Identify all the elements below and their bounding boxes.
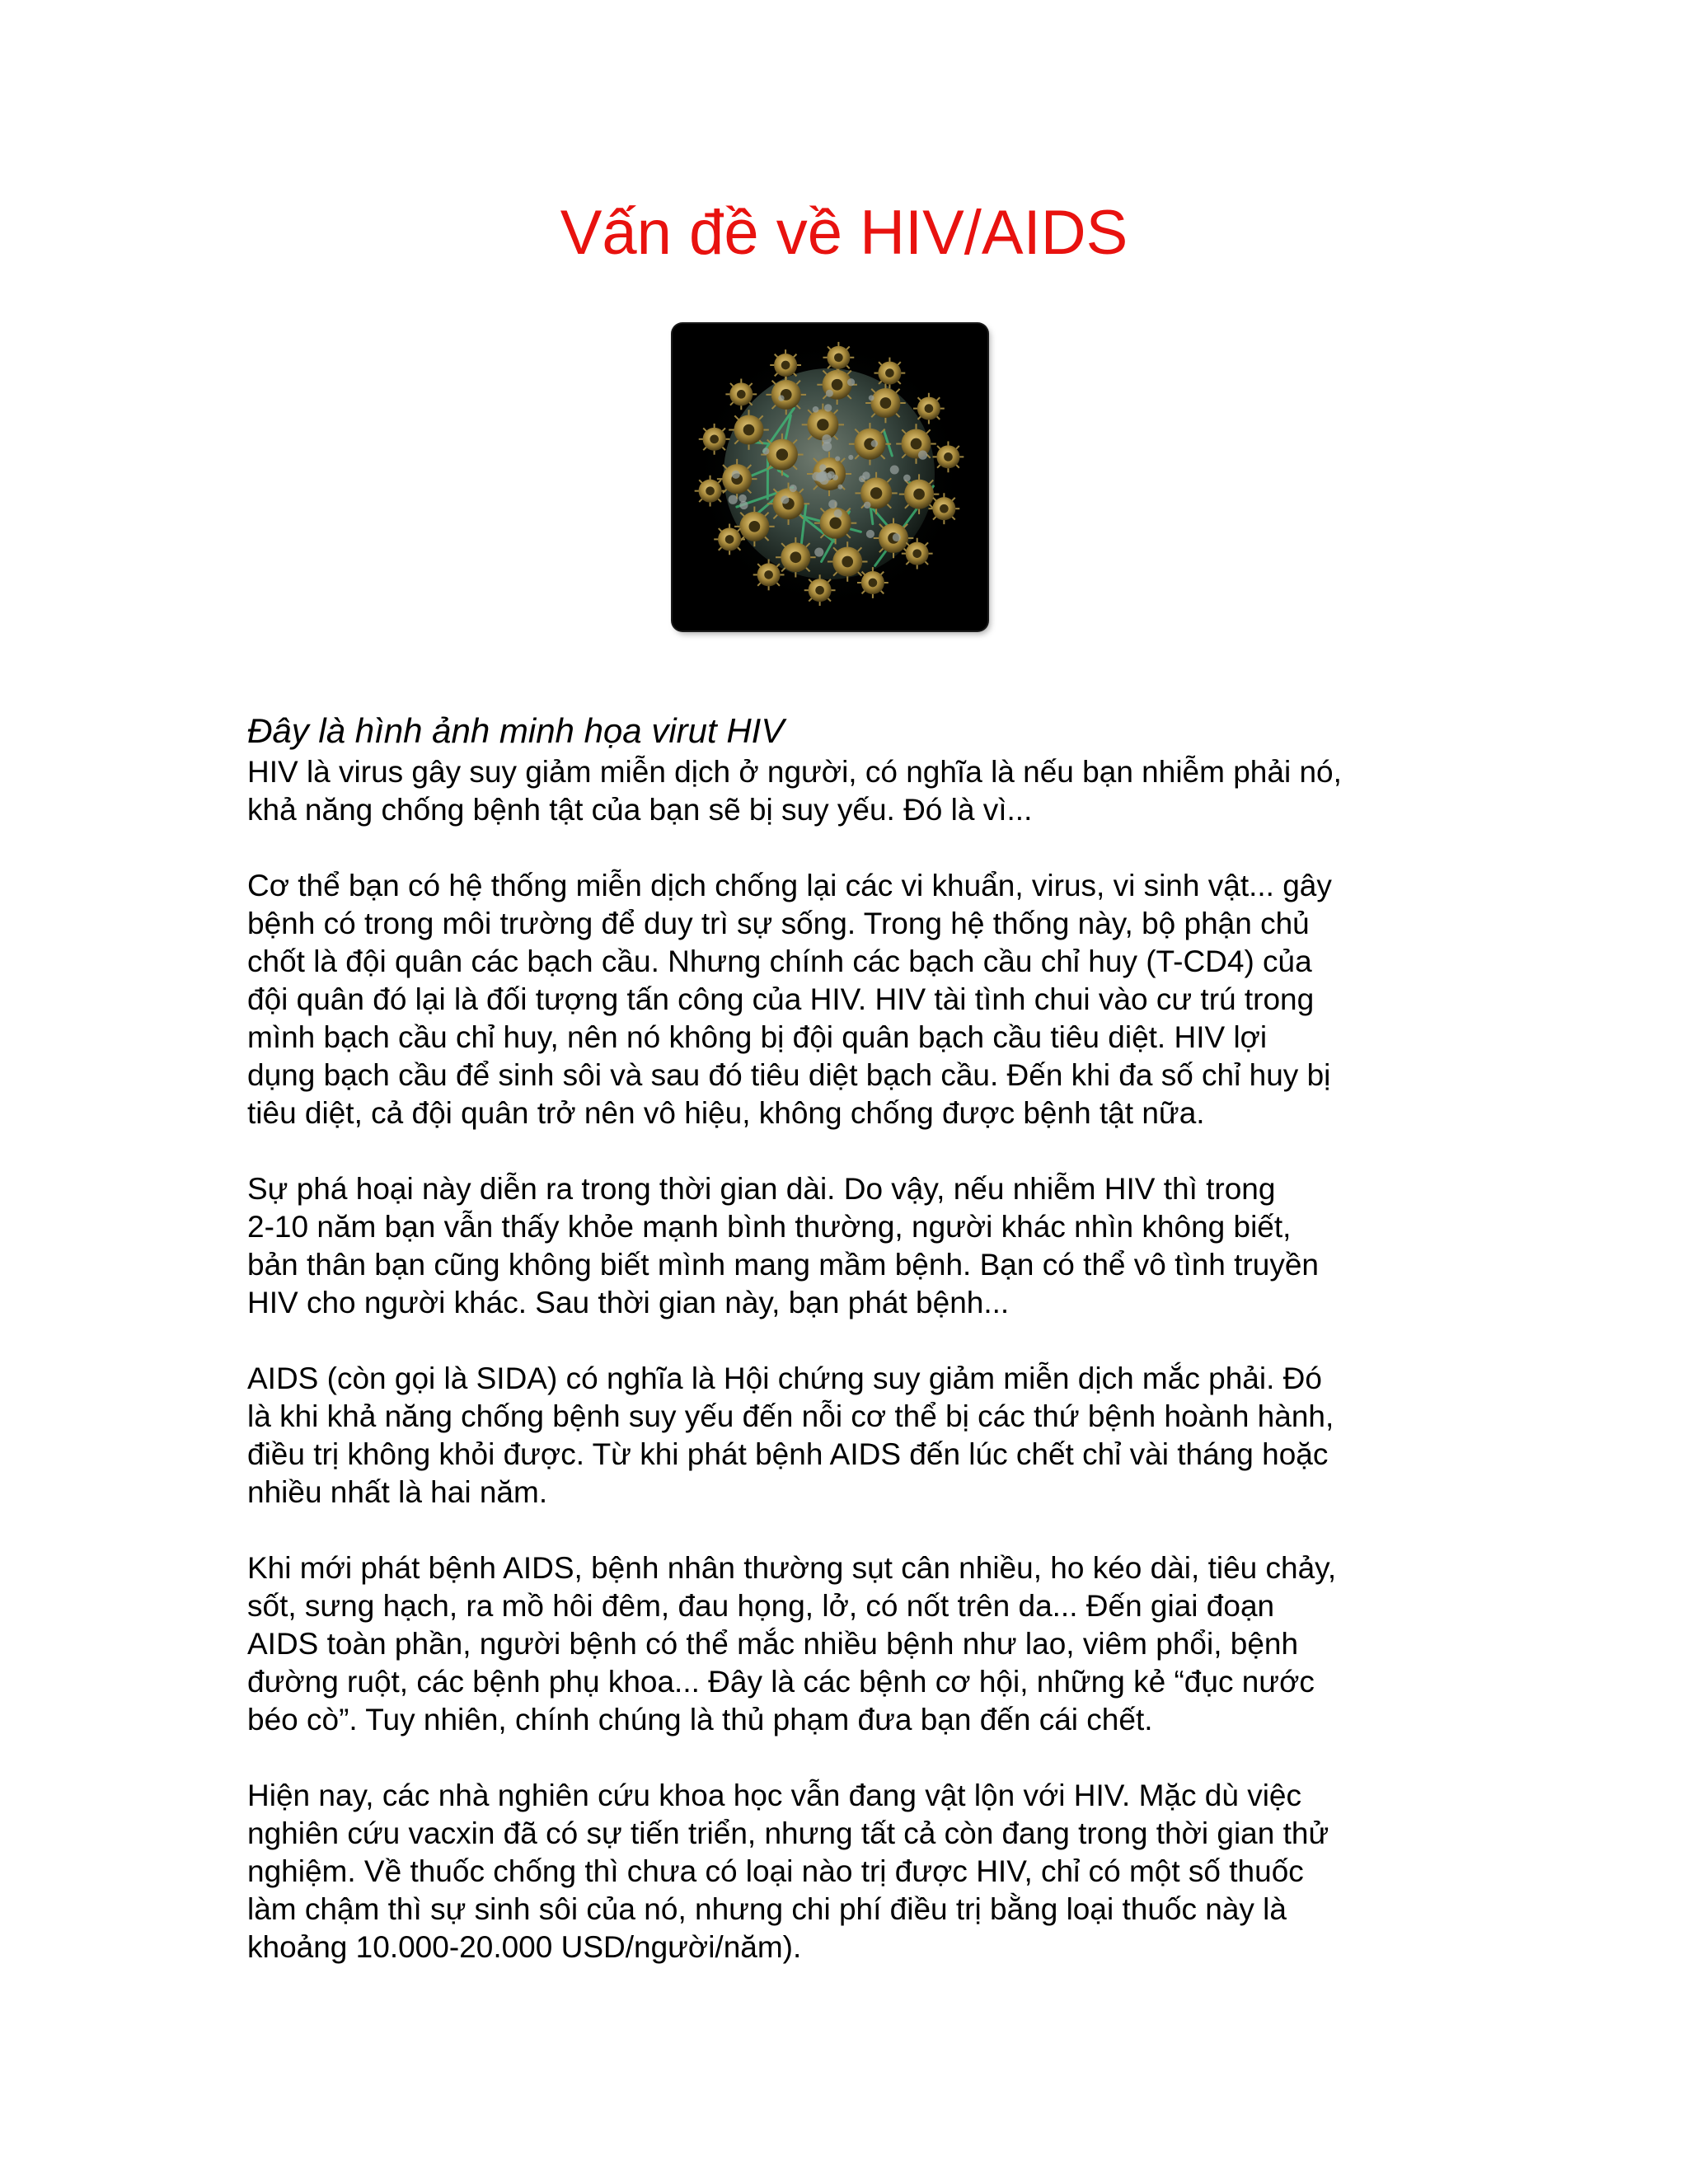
virus-spike	[913, 393, 945, 424]
virus-spike	[857, 567, 889, 598]
paragraph-line: AIDS toàn phần, người bệnh có thể mắc nhiều bệnh như lao, viêm phổi, bệnh	[247, 1627, 1299, 1661]
paragraph-line: nghiên cứu vacxin đã có sự tiến triển, nhưng tất cả còn đang trong thời gian thử	[247, 1816, 1329, 1850]
paragraph-line: là khi khả năng chống bệnh suy yếu đến nỗi cơ thể bị các thứ bệnh hoành hành,	[247, 1399, 1334, 1433]
paragraph-line: chốt là đội quân các bạch cầu. Nhưng chính các bạch cầu chỉ huy (T-CD4) của	[247, 944, 1312, 978]
virus-spike	[717, 459, 757, 499]
virus-spike	[814, 502, 856, 544]
paragraph-line: sốt, sưng hạch, ra mồ hôi đêm, đau họng, lở, có nốt trên da... Đến giai đoạn	[247, 1589, 1275, 1623]
virus-spike	[823, 342, 854, 373]
paragraph-line: bệnh có trong môi trường để duy trì sự sống. Trong hệ thống này, bộ phận chủ	[247, 907, 1310, 940]
paragraph-line: HIV là virus gây suy giảm miễn dịch ở người, có nghĩa là nếu bạn nhiễm phải nó,	[247, 755, 1342, 789]
paragraph-line: dụng bạch cầu để sinh sôi và sau đó tiêu diệt bạch cầu. Đến khi đa số chỉ huy bị	[247, 1058, 1331, 1092]
virus-spike	[767, 483, 809, 525]
paragraph-line: Cơ thể bạn có hệ thống miễn dịch chống lại các vi khuẩn, virus, vi sinh vật... gây	[247, 869, 1332, 902]
virus-spike	[729, 410, 769, 450]
paragraph	[247, 867, 1451, 1132]
paragraph	[247, 1777, 1451, 1966]
paragraph-line: bản thân bạn cũng không biết mình mang mầm bệnh. Bạn có thể vô tình truyền	[247, 1248, 1319, 1282]
paragraph-line: Sự phá hoại này diễn ra trong thời gian dài. Do vậy, nếu nhiễm HIV thì trong	[247, 1172, 1276, 1206]
paragraph-line: làm chậm thì sự sinh sôi của nó, nhưng chi phí điều trị bằng loại thuốc này là	[247, 1892, 1287, 1926]
virus-spike	[804, 574, 836, 606]
virus-spike	[761, 434, 803, 476]
paragraph-line: khoảng 10.000-20.000 USD/người/năm).	[247, 1930, 802, 1964]
virus-spike	[753, 560, 785, 591]
paragraph-line: đường ruột, các bệnh phụ khoa... Đây là các bệnh cơ hội, những kẻ “đục nước	[247, 1665, 1315, 1699]
paragraph	[247, 1170, 1451, 1322]
virus-spike	[714, 524, 745, 555]
paragraph	[247, 753, 1451, 829]
virus-spike	[725, 378, 757, 410]
virus-spike	[928, 493, 959, 524]
virus-spike	[896, 424, 936, 464]
paragraph-line: đội quân đó lại là đối tượng tấn công của HIV. HIV tài tình chui vào cư trú trong	[247, 982, 1315, 1016]
virus-spike	[776, 537, 816, 578]
virus-spike	[695, 476, 726, 507]
paragraph-line: Khi mới phát bệnh AIDS, bệnh nhân thường sụt cân nhiều, ho kéo dài, tiêu chảy,	[247, 1551, 1337, 1585]
page-title: Vấn đề về HIV/AIDS	[560, 198, 1128, 268]
virus-spike	[699, 424, 730, 455]
virus-spike	[865, 383, 906, 424]
paragraph-line: AIDS (còn gọi là SIDA) có nghĩa là Hội chứng suy giảm miễn dịch mắc phải. Đó	[247, 1361, 1322, 1395]
paragraph-line: HIV cho người khác. Sau thời gian này, bạn phát bệnh...	[247, 1286, 1010, 1319]
paragraph-line: 2-10 năm bạn vẫn thấy khỏe mạnh bình thường, người khác nhìn không biết,	[247, 1210, 1292, 1244]
virus-spike	[933, 441, 964, 472]
paragraph-line: khả năng chống bệnh tật của bạn sẽ bị suy yếu. Đó là vì...	[247, 793, 1033, 827]
paragraph-line: nghiệm. Về thuốc chống thì chưa có loại nào trị được HIV, chỉ có một số thuốc	[247, 1854, 1304, 1888]
hiv-virus-illustration	[673, 324, 987, 630]
paragraph-line: nhiều nhất là hai năm.	[247, 1475, 548, 1509]
article-body	[247, 753, 1451, 2004]
virus-spike	[902, 538, 933, 569]
paragraph-line: tiêu diệt, cả đội quân trở nên vô hiệu, không chống được bệnh tật nữa.	[247, 1096, 1205, 1130]
virus-spike	[770, 349, 801, 381]
paragraph	[247, 1549, 1451, 1739]
hiv-virus-image	[673, 324, 987, 630]
paragraph	[247, 1360, 1451, 1511]
virus-spike	[828, 541, 868, 582]
paragraph-line: điều trị không khỏi được. Từ khi phát bệnh AIDS đến lúc chết chỉ vài tháng hoặc	[247, 1437, 1329, 1471]
virus-spike	[849, 423, 891, 465]
figure-caption: Đây là hình ảnh minh họa virut HIV	[247, 711, 785, 750]
paragraph-line: Hiện nay, các nhà nghiên cứu khoa học vẫn đang vật lộn với HIV. Mặc dù việc	[247, 1779, 1302, 1812]
paragraph-line: mình bạch cầu chỉ huy, nên nó không bị đội quân bạch cầu tiêu diệt. HIV lợi	[247, 1020, 1268, 1054]
virus-spike	[874, 358, 906, 389]
paragraph-line: béo cò”. Tuy nhiên, chính chúng là thủ phạm đưa bạn đến cái chết.	[247, 1703, 1153, 1736]
